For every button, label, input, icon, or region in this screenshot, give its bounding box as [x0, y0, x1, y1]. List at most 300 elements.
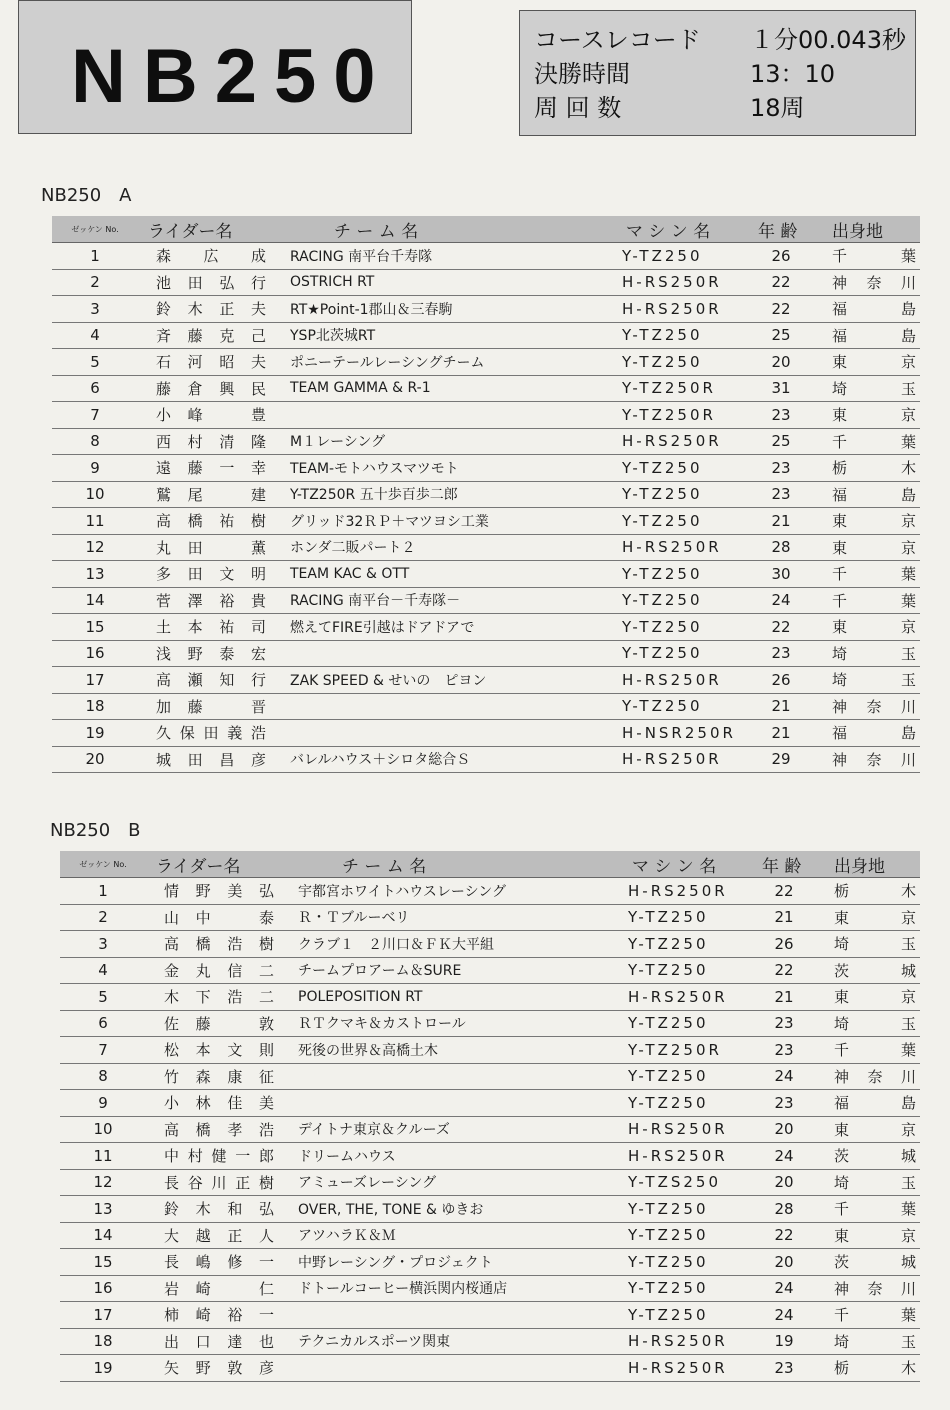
final-time-label: 決勝時間: [534, 60, 630, 88]
rider-name: 柿崎裕一: [146, 1302, 288, 1329]
rider-number: 7: [52, 402, 138, 429]
hometown: 東 京: [816, 402, 920, 429]
table-row: [60, 1037, 920, 1064]
group-b-table: [60, 851, 920, 1382]
rider-number: 15: [52, 614, 138, 641]
rider-number: 12: [52, 534, 138, 561]
rider-name: 情野美弘: [146, 878, 288, 905]
rider-age: 21: [746, 693, 816, 720]
rider-name: 鷲尾 建: [138, 481, 280, 508]
rider-name: 池田弘行: [138, 269, 280, 296]
team-name: ZAK SPEED & せいの ピヨン: [280, 667, 616, 694]
team-name: [288, 1355, 622, 1382]
team-name: 宇都宮ホワイトハウスレーシング: [288, 878, 622, 905]
rider-name: 高瀬知行: [138, 667, 280, 694]
hometown: 東 京: [816, 534, 920, 561]
machine-name: Y-TZ250R: [622, 1037, 750, 1064]
rider-age: 21: [746, 508, 816, 535]
table-row: [52, 587, 920, 614]
hometown: 東 京: [818, 1222, 920, 1249]
rider-name: 鈴木正夫: [138, 296, 280, 323]
col-rider-header: ライダー名: [138, 216, 280, 243]
rider-age: 19: [750, 1328, 818, 1355]
machine-name: Y-TZ250: [622, 1090, 750, 1117]
team-name: OSTRICH RT: [280, 269, 616, 296]
rider-age: 28: [746, 534, 816, 561]
machine-name: H-RS250R: [622, 878, 750, 905]
team-name: 中野レーシング・プロジェクト: [288, 1249, 622, 1276]
team-name: デイトナ東京＆クルーズ: [288, 1116, 622, 1143]
rider-age: 23: [750, 1037, 818, 1064]
machine-name: Y-TZ250: [622, 1010, 750, 1037]
table-row: [52, 508, 920, 535]
table-row: [52, 667, 920, 694]
col-number-header: ゼッケン No.: [52, 216, 138, 243]
rider-number: 4: [60, 957, 146, 984]
rider-name: 浅野泰宏: [138, 640, 280, 667]
machine-name: Y-TZ250: [616, 322, 746, 349]
hometown: 福 島: [816, 322, 920, 349]
machine-name: Y-TZ250: [616, 693, 746, 720]
rider-age: 23: [746, 481, 816, 508]
hometown: 埼 玉: [818, 1010, 920, 1037]
hometown: 東 京: [818, 904, 920, 931]
rider-age: 20: [746, 349, 816, 376]
machine-name: Y-TZ250: [622, 931, 750, 958]
rider-name: 長嶋修一: [146, 1249, 288, 1276]
team-name: 死後の世界＆高橋土木: [288, 1037, 622, 1064]
hometown: 栃 木: [818, 878, 920, 905]
table-row: [52, 402, 920, 429]
machine-name: Y-TZ250: [622, 1196, 750, 1223]
table-row: [52, 481, 920, 508]
hometown: 埼 玉: [818, 1328, 920, 1355]
hometown: 東 京: [818, 984, 920, 1011]
team-name: バレルハウス＋シロタ総合Ｓ: [280, 746, 616, 773]
machine-name: H-RS250R: [616, 667, 746, 694]
col-machine-header: マ シ ン 名: [622, 851, 750, 878]
machine-name: H-RS250R: [616, 269, 746, 296]
rider-age: 23: [750, 1355, 818, 1382]
hometown: 千 葉: [818, 1037, 920, 1064]
rider-name: 土本祐司: [138, 614, 280, 641]
rider-age: 24: [750, 1063, 818, 1090]
table-row: [60, 931, 920, 958]
hometown: 福 島: [816, 720, 920, 747]
col-team-header: チ ー ム 名: [288, 851, 622, 878]
machine-name: Y-TZ250: [622, 1275, 750, 1302]
team-name: Y-TZ250R 五十歩百歩二郎: [280, 481, 616, 508]
rider-name: 菅澤裕貴: [138, 587, 280, 614]
rider-age: 22: [746, 296, 816, 323]
rider-number: 13: [52, 561, 138, 588]
col-number-header: ゼッケン No.: [60, 851, 146, 878]
title-box: [18, 0, 412, 134]
table-row: [52, 349, 920, 376]
machine-name: Y-TZ250: [622, 957, 750, 984]
table-row: [52, 296, 920, 323]
table-row: [60, 904, 920, 931]
team-name: ドリームハウス: [288, 1143, 622, 1170]
team-name: アツハラＫ＆Ｍ: [288, 1222, 622, 1249]
team-name: YSP北茨城RT: [280, 322, 616, 349]
team-name: RACING 南平台千寿隊: [280, 243, 616, 270]
col-machine-header: マ シ ン 名: [616, 216, 746, 243]
rider-name: 松本文則: [146, 1037, 288, 1064]
machine-name: H-NSR250R: [616, 720, 746, 747]
hometown: 栃 木: [816, 455, 920, 482]
hometown: 千 葉: [818, 1302, 920, 1329]
final-time-value: 13：10: [750, 60, 836, 88]
table-row: [60, 1328, 920, 1355]
rider-number: 14: [60, 1222, 146, 1249]
col-age-header: 年 齢: [746, 216, 816, 243]
table-row: [52, 375, 920, 402]
machine-name: Y-TZ250: [616, 243, 746, 270]
col-team-header: チ ー ム 名: [280, 216, 616, 243]
hometown: 東 京: [816, 349, 920, 376]
rider-name: 遠藤一幸: [138, 455, 280, 482]
hometown: 福 島: [816, 481, 920, 508]
rider-age: 26: [746, 667, 816, 694]
laps-value: 18周: [750, 94, 805, 122]
table-row: [60, 1275, 920, 1302]
table-row: [52, 243, 920, 270]
rider-number: 1: [60, 878, 146, 905]
rider-number: 19: [52, 720, 138, 747]
machine-name: H-RS250R: [616, 534, 746, 561]
table-row: [52, 561, 920, 588]
hometown: 福 島: [818, 1090, 920, 1117]
rider-number: 5: [52, 349, 138, 376]
rider-age: 31: [746, 375, 816, 402]
rider-number: 18: [60, 1328, 146, 1355]
rider-age: 30: [746, 561, 816, 588]
rider-number: 5: [60, 984, 146, 1011]
machine-name: Y-TZ250R: [616, 375, 746, 402]
rider-name: 多田文明: [138, 561, 280, 588]
rider-name: 高橋孝浩: [146, 1116, 288, 1143]
team-name: M１レーシング: [280, 428, 616, 455]
rider-number: 2: [52, 269, 138, 296]
rider-name: 金丸信二: [146, 957, 288, 984]
rider-age: 23: [750, 1090, 818, 1117]
col-rider-header: ライダー名: [146, 851, 288, 878]
rider-age: 24: [750, 1143, 818, 1170]
table-row: [60, 1063, 920, 1090]
hometown: 埼 玉: [818, 1169, 920, 1196]
rider-name: 小峰 豊: [138, 402, 280, 429]
rider-name: 山中 泰: [146, 904, 288, 931]
hometown: 東 京: [818, 1116, 920, 1143]
rider-age: 23: [750, 1010, 818, 1037]
table-row: [60, 984, 920, 1011]
hometown: 神奈川: [818, 1275, 920, 1302]
team-name: ドトールコーヒー横浜関内桜通店: [288, 1275, 622, 1302]
rider-number: 14: [52, 587, 138, 614]
table-row: [52, 322, 920, 349]
rider-number: 11: [52, 508, 138, 535]
table-row: [60, 1143, 920, 1170]
machine-name: Y-TZ250: [622, 1222, 750, 1249]
table-row: [52, 455, 920, 482]
rider-number: 15: [60, 1249, 146, 1276]
rider-number: 20: [52, 746, 138, 773]
rider-number: 9: [52, 455, 138, 482]
hometown: 埼 玉: [816, 640, 920, 667]
rider-number: 12: [60, 1169, 146, 1196]
team-name: ホンダ二販パート２: [280, 534, 616, 561]
rider-number: 3: [60, 931, 146, 958]
rider-name: 竹森康征: [146, 1063, 288, 1090]
rider-name: 石河昭夫: [138, 349, 280, 376]
rider-name: 大越正人: [146, 1222, 288, 1249]
machine-name: H-RS250R: [616, 746, 746, 773]
rider-age: 20: [750, 1249, 818, 1276]
col-age-header: 年 齢: [750, 851, 818, 878]
hometown: 東 京: [816, 508, 920, 535]
race-info-box: [519, 10, 916, 136]
rider-name: 森 広 成: [138, 243, 280, 270]
rider-number: 17: [52, 667, 138, 694]
team-name: チームプロアーム＆SURE: [288, 957, 622, 984]
hometown: 千 葉: [816, 243, 920, 270]
team-name: OVER, THE, TONE & ゆきお: [288, 1196, 622, 1223]
hometown: 茨 城: [818, 1249, 920, 1276]
hometown: 千 葉: [816, 587, 920, 614]
rider-name: 丸田 薫: [138, 534, 280, 561]
team-name: RT★Point-1郡山＆三春駒: [280, 296, 616, 323]
team-name: [280, 693, 616, 720]
hometown: 神奈川: [816, 269, 920, 296]
machine-name: H-RS250R: [616, 428, 746, 455]
table-row: [52, 720, 920, 747]
rider-age: 29: [746, 746, 816, 773]
team-name: アミューズレーシング: [288, 1169, 622, 1196]
hometown: 栃 木: [818, 1355, 920, 1382]
table-row: [60, 1249, 920, 1276]
team-name: ＲＴクマキ＆カストロール: [288, 1010, 622, 1037]
rider-number: 19: [60, 1355, 146, 1382]
rider-number: 8: [52, 428, 138, 455]
machine-name: Y-TZ250: [616, 640, 746, 667]
machine-name: Y-TZ250: [622, 1302, 750, 1329]
rider-age: 21: [750, 984, 818, 1011]
machine-name: H-RS250R: [622, 1143, 750, 1170]
hometown: 茨 城: [818, 957, 920, 984]
rider-name: 高橋浩樹: [146, 931, 288, 958]
team-name: [280, 720, 616, 747]
rider-age: 24: [750, 1275, 818, 1302]
rider-age: 23: [746, 402, 816, 429]
rider-name: 中村健一郎: [146, 1143, 288, 1170]
hometown: 埼 玉: [818, 931, 920, 958]
hometown: 千 葉: [818, 1196, 920, 1223]
team-name: [288, 1063, 622, 1090]
col-home-header: 出身地: [818, 851, 920, 878]
rider-age: 21: [750, 904, 818, 931]
rider-number: 4: [52, 322, 138, 349]
table-row: [52, 614, 920, 641]
machine-name: Y-TZ250: [622, 1249, 750, 1276]
machine-name: H-RS250R: [622, 1355, 750, 1382]
hometown: 神奈川: [816, 746, 920, 773]
rider-number: 6: [60, 1010, 146, 1037]
team-name: [288, 1090, 622, 1117]
table-row: [60, 957, 920, 984]
rider-age: 22: [750, 957, 818, 984]
rider-number: 16: [52, 640, 138, 667]
machine-name: Y-TZ250: [616, 481, 746, 508]
machine-name: Y-TZ250: [616, 561, 746, 588]
rider-number: 9: [60, 1090, 146, 1117]
rider-age: 23: [746, 455, 816, 482]
rider-age: 23: [746, 640, 816, 667]
rider-name: 西村清隆: [138, 428, 280, 455]
team-name: 燃えてFIRE引越はドアドアで: [280, 614, 616, 641]
machine-name: H-RS250R: [622, 984, 750, 1011]
rider-name: 高橋祐樹: [138, 508, 280, 535]
rider-name: 斉藤克己: [138, 322, 280, 349]
hometown: 東 京: [816, 614, 920, 641]
rider-age: 24: [746, 587, 816, 614]
rider-number: 7: [60, 1037, 146, 1064]
rider-number: 6: [52, 375, 138, 402]
group-b-header: [60, 851, 920, 878]
rider-age: 25: [746, 322, 816, 349]
hometown: 神奈川: [818, 1063, 920, 1090]
rider-age: 22: [746, 614, 816, 641]
team-name: TEAM-モトハウスマツモト: [280, 455, 616, 482]
rider-age: 26: [750, 931, 818, 958]
table-row: [52, 534, 920, 561]
rider-number: 11: [60, 1143, 146, 1170]
machine-name: H-RS250R: [616, 296, 746, 323]
group-a-table: [52, 216, 920, 773]
rider-name: 加藤 晋: [138, 693, 280, 720]
rider-age: 26: [746, 243, 816, 270]
table-row: [60, 1090, 920, 1117]
team-name: TEAM KAC & OTT: [280, 561, 616, 588]
machine-name: Y-TZ250R: [616, 402, 746, 429]
rider-number: 2: [60, 904, 146, 931]
machine-name: Y-TZS250: [622, 1169, 750, 1196]
team-name: グリッド32ＲＰ＋マツヨシ工業: [280, 508, 616, 535]
rider-name: 藤倉興民: [138, 375, 280, 402]
machine-name: Y-TZ250: [616, 587, 746, 614]
machine-name: H-RS250R: [622, 1116, 750, 1143]
page-title: NB250: [71, 34, 393, 119]
rider-age: 25: [746, 428, 816, 455]
team-name: RACING 南平台－千寿隊－: [280, 587, 616, 614]
group-a-header: [52, 216, 920, 243]
course-record-label: コースレコード: [534, 26, 701, 54]
rider-name: 木下浩二: [146, 984, 288, 1011]
rider-number: 10: [60, 1116, 146, 1143]
hometown: 埼 玉: [816, 375, 920, 402]
rider-name: 出口達也: [146, 1328, 288, 1355]
table-row: [60, 1355, 920, 1382]
team-name: TEAM GAMMA & R-1: [280, 375, 616, 402]
machine-name: Y-TZ250: [616, 508, 746, 535]
rider-number: 18: [52, 693, 138, 720]
machine-name: Y-TZ250: [622, 904, 750, 931]
hometown: 神奈川: [816, 693, 920, 720]
rider-number: 16: [60, 1275, 146, 1302]
rider-number: 3: [52, 296, 138, 323]
table-row: [60, 1302, 920, 1329]
rider-name: 城田昌彦: [138, 746, 280, 773]
course-record-value: １分00.043秒: [750, 26, 906, 54]
group-a-label: NB250 A: [41, 185, 132, 206]
rider-name: 小林佳美: [146, 1090, 288, 1117]
machine-name: Y-TZ250: [616, 455, 746, 482]
table-row: [60, 1222, 920, 1249]
rider-name: 長谷川正樹: [146, 1169, 288, 1196]
table-row: [60, 1116, 920, 1143]
group-b-label: NB250 B: [50, 820, 141, 841]
table-row: [52, 640, 920, 667]
hometown: 茨 城: [818, 1143, 920, 1170]
rider-age: 28: [750, 1196, 818, 1223]
rider-number: 1: [52, 243, 138, 270]
table-row: [52, 746, 920, 773]
rider-age: 22: [750, 1222, 818, 1249]
team-name: ポニーテールレーシングチーム: [280, 349, 616, 376]
rider-number: 17: [60, 1302, 146, 1329]
team-name: [280, 640, 616, 667]
team-name: テクニカルスポーツ関東: [288, 1328, 622, 1355]
table-row: [52, 693, 920, 720]
hometown: 千 葉: [816, 561, 920, 588]
team-name: POLEPOSITION RT: [288, 984, 622, 1011]
rider-name: 岩崎 仁: [146, 1275, 288, 1302]
hometown: 埼 玉: [816, 667, 920, 694]
hometown: 福 島: [816, 296, 920, 323]
table-row: [60, 1196, 920, 1223]
laps-label: 周 回 数: [534, 94, 622, 122]
rider-number: 10: [52, 481, 138, 508]
machine-name: Y-TZ250: [616, 349, 746, 376]
team-name: Ｒ・Ｔブルーベリ: [288, 904, 622, 931]
rider-age: 22: [746, 269, 816, 296]
rider-number: 13: [60, 1196, 146, 1223]
rider-name: 佐藤 敦: [146, 1010, 288, 1037]
hometown: 千 葉: [816, 428, 920, 455]
table-row: [60, 878, 920, 905]
table-row: [52, 428, 920, 455]
table-row: [60, 1010, 920, 1037]
rider-name: 鈴木和弘: [146, 1196, 288, 1223]
machine-name: H-RS250R: [622, 1328, 750, 1355]
rider-age: 24: [750, 1302, 818, 1329]
rider-name: 矢野敦彦: [146, 1355, 288, 1382]
rider-number: 8: [60, 1063, 146, 1090]
rider-age: 20: [750, 1116, 818, 1143]
rider-age: 20: [750, 1169, 818, 1196]
team-name: [280, 402, 616, 429]
rider-age: 22: [750, 878, 818, 905]
col-home-header: 出身地: [816, 216, 920, 243]
table-row: [52, 269, 920, 296]
table-row: [60, 1169, 920, 1196]
team-name: クラブ１ ２川口＆ＦＫ大平組: [288, 931, 622, 958]
machine-name: Y-TZ250: [622, 1063, 750, 1090]
machine-name: Y-TZ250: [616, 614, 746, 641]
rider-name: 久保田義浩: [138, 720, 280, 747]
rider-age: 21: [746, 720, 816, 747]
team-name: [288, 1302, 622, 1329]
